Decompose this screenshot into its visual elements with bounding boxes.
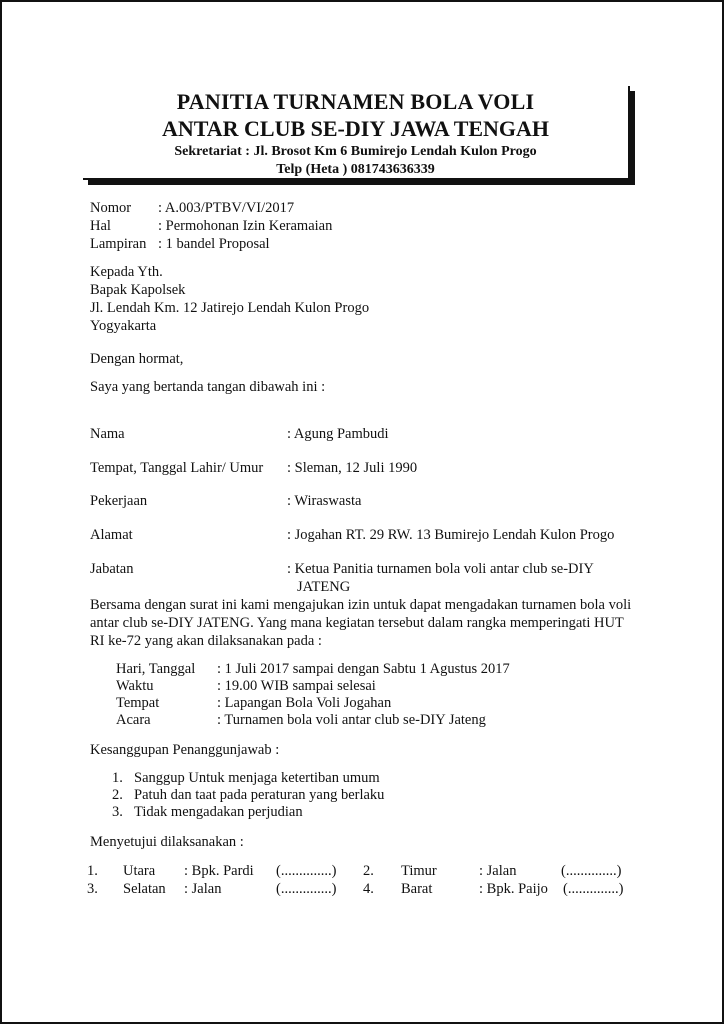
- letterhead-address: Sekretariat : Jl. Brosot Km 6 Bumirejo Lendah Kulon Progo: [174, 144, 537, 159]
- identity-value-continued: JATENG: [297, 579, 351, 595]
- commitment-item: Tidak mengadakan perjudian: [134, 804, 303, 820]
- event-label: Acara: [116, 712, 151, 728]
- approval-direction: Barat: [401, 881, 433, 897]
- approval-number: 1.: [87, 863, 98, 879]
- approval-heading: Menyetujui dilaksanakan :: [90, 834, 244, 850]
- approval-number: 4.: [363, 881, 374, 897]
- letterhead: [83, 86, 630, 180]
- identity-value: : Sleman, 12 Juli 1990: [287, 460, 418, 476]
- recipient-line: Jl. Lendah Km. 12 Jatirejo Lendah Kulon Progo: [90, 300, 370, 316]
- approval-direction: Utara: [123, 863, 156, 879]
- identity-label: Pekerjaan: [90, 493, 148, 509]
- event-label: Tempat: [116, 695, 160, 711]
- event-value: : 1 Juli 2017 sampai dengan Sabtu 1 Agustus 2017: [217, 661, 510, 677]
- approval-signature: (..............): [563, 881, 624, 897]
- identity-label: Nama: [90, 426, 125, 442]
- commitment-number: 2.: [112, 787, 123, 803]
- letterhead-subtitle: ANTAR CLUB SE-DIY JAWA TENGAH: [161, 116, 550, 141]
- event-value: : Lapangan Bola Voli Jogahan: [217, 695, 392, 711]
- body-line: antar club se-DIY JATENG. Yang mana kegiatan tersebut dalam rangka memperingati HUT: [90, 615, 624, 631]
- approval-signature: (..............): [276, 881, 337, 897]
- identity-value: : Agung Pambudi: [287, 426, 389, 442]
- approval-direction: Timur: [401, 863, 437, 879]
- recipient-line: Yogyakarta: [90, 318, 157, 334]
- approval-number: 3.: [87, 881, 98, 897]
- event-label: Hari, Tanggal: [116, 661, 196, 677]
- identity-label: Jabatan: [90, 561, 134, 577]
- recipient-line: Kepada Yth.: [90, 264, 163, 280]
- lampiran-label: Lampiran: [90, 236, 147, 252]
- commitment-item: Patuh dan taat pada peraturan yang berlaku: [134, 787, 385, 803]
- event-label: Waktu: [116, 678, 154, 694]
- approval-signature: (..............): [276, 863, 337, 879]
- event-value: : Turnamen bola voli antar club se-DIY Jateng: [217, 712, 486, 728]
- approval-name: : Jalan: [184, 881, 222, 897]
- recipient-line: Bapak Kapolsek: [90, 282, 186, 298]
- approval-name: : Bpk. Paijo: [479, 881, 548, 897]
- commitment-number: 1.: [112, 770, 123, 786]
- body-line: RI ke-72 yang akan dilaksanakan pada :: [90, 633, 322, 649]
- nomor-label: Nomor: [90, 200, 132, 216]
- identity-value: : Ketua Panitia turnamen bola voli antar club se-DIY: [287, 561, 594, 577]
- approval-direction: Selatan: [123, 881, 166, 897]
- approval-name: : Jalan: [479, 863, 517, 879]
- commitment-number: 3.: [112, 804, 123, 820]
- approval-signature: (..............): [561, 863, 622, 879]
- identity-value: : Wiraswasta: [287, 493, 362, 509]
- nomor-value: : A.003/PTBV/VI/2017: [158, 200, 295, 216]
- letterhead-title: PANITIA TURNAMEN BOLA VOLI: [176, 89, 535, 114]
- body-line: Bersama dengan surat ini kami mengajukan izin untuk dapat mengadakan turnamen bola voli: [90, 597, 632, 613]
- commitments-heading: Kesanggupan Penanggunjawab :: [90, 742, 280, 758]
- greeting: Dengan hormat,: [90, 351, 184, 367]
- lampiran-value: : 1 bandel Proposal: [158, 236, 270, 252]
- letterhead-phone: Telp (Heta ) 081743636339: [276, 162, 435, 177]
- hal-label: Hal: [90, 218, 111, 234]
- approval-number: 2.: [363, 863, 374, 879]
- approval-name: : Bpk. Pardi: [184, 863, 254, 879]
- commitment-item: Sanggup Untuk menjaga ketertiban umum: [134, 770, 380, 786]
- identity-value: : Jogahan RT. 29 RW. 13 Bumirejo Lendah Kulon Progo: [287, 527, 615, 543]
- identity-label: Alamat: [90, 527, 133, 543]
- hal-value: : Permohonan Izin Keramaian: [158, 218, 333, 234]
- event-value: : 19.00 WIB sampai selesai: [217, 678, 376, 694]
- identity-label: Tempat, Tanggal Lahir/ Umur: [90, 460, 264, 476]
- intro: Saya yang bertanda tangan dibawah ini :: [90, 379, 326, 395]
